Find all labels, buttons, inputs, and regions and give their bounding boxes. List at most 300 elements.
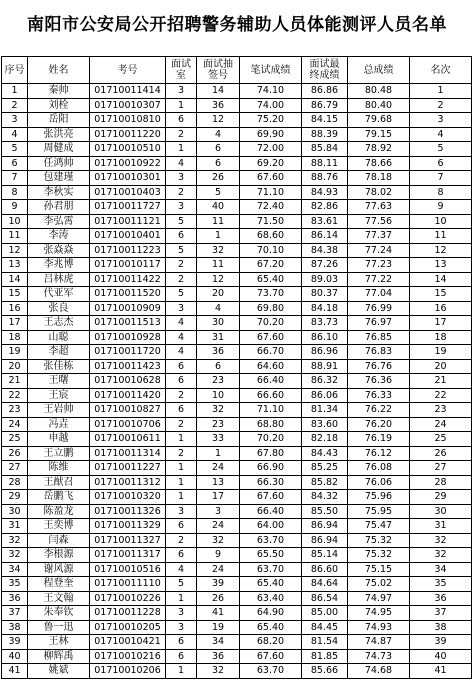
- cell-index: 5: [2, 142, 28, 157]
- cell-name: 周健成: [28, 142, 90, 157]
- cell-interview-room: 1: [166, 461, 197, 476]
- cell-interview-room: 4: [166, 345, 197, 360]
- cell-interview-room: 5: [166, 287, 197, 302]
- cell-total-score: 76.99: [348, 301, 410, 316]
- cell-total-score: 77.24: [348, 243, 410, 258]
- cell-index: 19: [2, 345, 28, 360]
- cell-interview-room: 3: [166, 620, 197, 635]
- cell-rank: 35: [410, 577, 472, 592]
- cell-interview-room: 4: [166, 156, 197, 171]
- cell-interview-room: 2: [166, 533, 197, 548]
- cell-interview-score: 82.86: [302, 200, 348, 215]
- cell-rank: 10: [410, 214, 472, 229]
- cell-rank: 17: [410, 316, 472, 331]
- cell-exam-no: 01710011727: [90, 200, 166, 215]
- cell-interview-score: 88.11: [302, 156, 348, 171]
- cell-index: 29: [2, 490, 28, 505]
- cell-rank: 22: [410, 388, 472, 403]
- cell-draw-no: 32: [197, 664, 240, 679]
- cell-rank: 4: [410, 127, 472, 142]
- cell-interview-room: 1: [166, 142, 197, 157]
- cell-name: 鲁一迅: [28, 620, 90, 635]
- cell-interview-room: 5: [166, 577, 197, 592]
- cell-index: 37: [2, 606, 28, 621]
- cell-interview-score: 84.93: [302, 185, 348, 200]
- cell-rank: 36: [410, 591, 472, 606]
- cell-index: 31: [2, 519, 28, 534]
- cell-interview-score: 87.26: [302, 258, 348, 273]
- cell-interview-score: 83.61: [302, 214, 348, 229]
- cell-total-score: 78.92: [348, 142, 410, 157]
- cell-index: 32: [2, 548, 28, 563]
- cell-draw-no: 12: [197, 113, 240, 128]
- cell-total-score: 74.68: [348, 664, 410, 679]
- cell-total-score: 76.36: [348, 374, 410, 389]
- cell-draw-no: 24: [197, 519, 240, 534]
- cell-total-score: 76.20: [348, 417, 410, 432]
- cell-draw-no: 10: [197, 388, 240, 403]
- cell-rank: 6: [410, 156, 472, 171]
- cell-name: 李兆博: [28, 258, 90, 273]
- cell-written-score: 74.10: [240, 84, 302, 99]
- cell-total-score: 77.23: [348, 258, 410, 273]
- cell-interview-score: 81.54: [302, 635, 348, 650]
- cell-written-score: 66.60: [240, 388, 302, 403]
- cell-index: 40: [2, 649, 28, 664]
- cell-exam-no: 01710011317: [90, 548, 166, 563]
- cell-index: 30: [2, 504, 28, 519]
- cell-index: 34: [2, 562, 28, 577]
- cell-interview-score: 88.39: [302, 127, 348, 142]
- cell-written-score: 64.60: [240, 359, 302, 374]
- cell-draw-no: 23: [197, 374, 240, 389]
- cell-name: 吕林虎: [28, 272, 90, 287]
- cell-draw-no: 26: [197, 591, 240, 606]
- cell-written-score: 68.60: [240, 229, 302, 244]
- cell-written-score: 67.80: [240, 446, 302, 461]
- cell-written-score: 68.20: [240, 635, 302, 650]
- table-row: [2, 432, 472, 447]
- cell-rank: 31: [410, 519, 472, 534]
- cell-interview-score: 80.37: [302, 287, 348, 302]
- cell-total-score: 77.22: [348, 272, 410, 287]
- cell-name: 程登奎: [28, 577, 90, 592]
- cell-interview-room: 2: [166, 388, 197, 403]
- table-row: [2, 374, 472, 389]
- cell-index: 14: [2, 272, 28, 287]
- cell-rank: 23: [410, 403, 472, 418]
- cell-exam-no: 01710010810: [90, 113, 166, 128]
- cell-name: 冯垚: [28, 417, 90, 432]
- cell-name: 秦帅: [28, 84, 90, 99]
- table-row: [2, 345, 472, 360]
- cell-name: 王猷召: [28, 475, 90, 490]
- table-row: [2, 475, 472, 490]
- table-row: [2, 171, 472, 186]
- cell-interview-score: 86.06: [302, 388, 348, 403]
- table-row: [2, 635, 472, 650]
- cell-draw-no: 40: [197, 200, 240, 215]
- col-header-interview-score: 面试最 终成绩: [302, 57, 348, 84]
- cell-index: 8: [2, 185, 28, 200]
- cell-total-score: 75.47: [348, 519, 410, 534]
- cell-index: 9: [2, 200, 28, 215]
- cell-total-score: 75.32: [348, 548, 410, 563]
- table-row: [2, 359, 472, 374]
- cell-rank: 34: [410, 562, 472, 577]
- cell-rank: 2: [410, 98, 472, 113]
- table-row: [2, 272, 472, 287]
- cell-exam-no: 01710010205: [90, 620, 166, 635]
- cell-exam-no: 01710011420: [90, 388, 166, 403]
- cell-draw-no: 19: [197, 620, 240, 635]
- cell-draw-no: 20: [197, 287, 240, 302]
- cell-written-score: 69.20: [240, 156, 302, 171]
- cell-interview-score: 81.85: [302, 649, 348, 664]
- cell-total-score: 74.97: [348, 591, 410, 606]
- cell-written-score: 66.40: [240, 504, 302, 519]
- cell-exam-no: 01710011228: [90, 606, 166, 621]
- cell-draw-no: 1: [197, 446, 240, 461]
- cell-rank: 13: [410, 258, 472, 273]
- table-row: [2, 562, 472, 577]
- cell-interview-score: 85.25: [302, 461, 348, 476]
- cell-name: 张洪亮: [28, 127, 90, 142]
- cell-name: 包建瑾: [28, 171, 90, 186]
- table-row: [2, 606, 472, 621]
- cell-interview-score: 83.60: [302, 417, 348, 432]
- cell-exam-no: 01710010320: [90, 490, 166, 505]
- header-row: [2, 57, 472, 84]
- cell-name: 岳鹏飞: [28, 490, 90, 505]
- cell-index: 20: [2, 359, 28, 374]
- cell-interview-room: 3: [166, 606, 197, 621]
- cell-interview-score: 82.18: [302, 432, 348, 447]
- cell-name: 山聪: [28, 330, 90, 345]
- cell-draw-no: 11: [197, 214, 240, 229]
- cell-written-score: 64.90: [240, 606, 302, 621]
- cell-exam-no: 01710010117: [90, 258, 166, 273]
- table-row: [2, 548, 472, 563]
- cell-index: 24: [2, 417, 28, 432]
- cell-rank: 3: [410, 113, 472, 128]
- cell-total-score: 79.15: [348, 127, 410, 142]
- table-row: [2, 156, 472, 171]
- cell-rank: 29: [410, 490, 472, 505]
- cell-draw-no: 4: [197, 127, 240, 142]
- cell-index: 1: [2, 84, 28, 99]
- cell-draw-no: 5: [197, 185, 240, 200]
- cell-total-score: 76.85: [348, 330, 410, 345]
- cell-written-score: 65.50: [240, 548, 302, 563]
- cell-total-score: 74.93: [348, 620, 410, 635]
- col-header-index: 序号: [2, 57, 28, 84]
- cell-index: 22: [2, 388, 28, 403]
- cell-draw-no: 41: [197, 606, 240, 621]
- col-header-rank: 名次: [410, 57, 472, 84]
- table-row: [2, 229, 472, 244]
- table-row: [2, 446, 472, 461]
- cell-name: 王志杰: [28, 316, 90, 331]
- cell-written-score: 67.60: [240, 171, 302, 186]
- cell-total-score: 74.73: [348, 649, 410, 664]
- cell-exam-no: 01710010307: [90, 98, 166, 113]
- cell-exam-no: 01710011513: [90, 316, 166, 331]
- cell-interview-room: 1: [166, 475, 197, 490]
- cell-name: 王宸: [28, 388, 90, 403]
- cell-written-score: 71.10: [240, 185, 302, 200]
- cell-index: 18: [2, 330, 28, 345]
- cell-interview-score: 81.34: [302, 403, 348, 418]
- cell-name: 刘栓: [28, 98, 90, 113]
- cell-index: 36: [2, 591, 28, 606]
- cell-name: 谢风源: [28, 562, 90, 577]
- cell-interview-score: 86.94: [302, 519, 348, 534]
- cell-total-score: 78.66: [348, 156, 410, 171]
- cell-name: 姚斌: [28, 664, 90, 679]
- cell-interview-room: 1: [166, 432, 197, 447]
- cell-draw-no: 12: [197, 272, 240, 287]
- cell-interview-room: 2: [166, 127, 197, 142]
- cell-draw-no: 23: [197, 417, 240, 432]
- cell-draw-no: 36: [197, 649, 240, 664]
- cell-index: 28: [2, 475, 28, 490]
- cell-written-score: 72.00: [240, 142, 302, 157]
- cell-name: 张佳栋: [28, 359, 90, 374]
- cell-interview-room: 3: [166, 504, 197, 519]
- cell-index: 2: [2, 98, 28, 113]
- cell-interview-room: 1: [166, 490, 197, 505]
- cell-exam-no: 01710010401: [90, 229, 166, 244]
- cell-total-score: 76.08: [348, 461, 410, 476]
- table-row: [2, 403, 472, 418]
- cell-interview-room: 6: [166, 649, 197, 664]
- cell-index: 11: [2, 229, 28, 244]
- cell-rank: 27: [410, 461, 472, 476]
- cell-exam-no: 01710010510: [90, 142, 166, 157]
- cell-written-score: 68.80: [240, 417, 302, 432]
- cell-draw-no: 24: [197, 562, 240, 577]
- cell-total-score: 74.95: [348, 606, 410, 621]
- cell-name: 闫森: [28, 533, 90, 548]
- cell-exam-no: 01710010928: [90, 330, 166, 345]
- cell-name: 李秋实: [28, 185, 90, 200]
- cell-interview-room: 6: [166, 548, 197, 563]
- cell-exam-no: 01710011720: [90, 345, 166, 360]
- cell-interview-room: 6: [166, 403, 197, 418]
- cell-index: 4: [2, 127, 28, 142]
- cell-interview-room: 4: [166, 316, 197, 331]
- cell-interview-room: 6: [166, 374, 197, 389]
- cell-interview-score: 86.96: [302, 345, 348, 360]
- table-row: [2, 504, 472, 519]
- cell-exam-no: 01710010206: [90, 664, 166, 679]
- cell-interview-room: 6: [166, 519, 197, 534]
- cell-draw-no: 14: [197, 84, 240, 99]
- cell-exam-no: 01710011414: [90, 84, 166, 99]
- cell-interview-room: 3: [166, 301, 197, 316]
- cell-exam-no: 01710011227: [90, 461, 166, 476]
- table-row: [2, 620, 472, 635]
- cell-name: 任鸿帅: [28, 156, 90, 171]
- cell-name: 王立鹏: [28, 446, 90, 461]
- cell-interview-score: 85.50: [302, 504, 348, 519]
- cell-draw-no: 13: [197, 475, 240, 490]
- table-body: [2, 84, 472, 679]
- cell-interview-room: 3: [166, 200, 197, 215]
- cell-rank: 37: [410, 606, 472, 621]
- table-row: [2, 591, 472, 606]
- cell-draw-no: 34: [197, 635, 240, 650]
- table-row: [2, 113, 472, 128]
- cell-total-score: 76.33: [348, 388, 410, 403]
- cell-draw-no: 32: [197, 243, 240, 258]
- cell-name: 王曙: [28, 374, 90, 389]
- cell-interview-room: 6: [166, 359, 197, 374]
- cell-index: 15: [2, 287, 28, 302]
- cell-exam-no: 01710011326: [90, 504, 166, 519]
- table-row: [2, 461, 472, 476]
- table-row: [2, 243, 472, 258]
- cell-draw-no: 24: [197, 461, 240, 476]
- cell-rank: 20: [410, 359, 472, 374]
- cell-index: 17: [2, 316, 28, 331]
- table-row: [2, 301, 472, 316]
- cell-interview-score: 88.91: [302, 359, 348, 374]
- cell-written-score: 73.70: [240, 287, 302, 302]
- cell-total-score: 80.48: [348, 84, 410, 99]
- cell-written-score: 70.10: [240, 243, 302, 258]
- cell-written-score: 63.70: [240, 562, 302, 577]
- cell-total-score: 76.83: [348, 345, 410, 360]
- cell-index: 38: [2, 620, 28, 635]
- cell-name: 李弘霄: [28, 214, 90, 229]
- page-title: 南阳市公安局公开招聘警务辅助人员体能测评人员名单: [27, 15, 447, 35]
- cell-rank: 39: [410, 635, 472, 650]
- table-row: [2, 649, 472, 664]
- table-row: [2, 287, 472, 302]
- cell-written-score: 66.40: [240, 374, 302, 389]
- cell-interview-room: 5: [166, 214, 197, 229]
- cell-exam-no: 01710010421: [90, 635, 166, 650]
- cell-interview-room: 3: [166, 171, 197, 186]
- cell-interview-score: 86.54: [302, 591, 348, 606]
- table-row: [2, 490, 472, 505]
- cell-total-score: 78.18: [348, 171, 410, 186]
- table-row: [2, 388, 472, 403]
- cell-written-score: 75.20: [240, 113, 302, 128]
- cell-draw-no: 39: [197, 577, 240, 592]
- cell-interview-score: 85.00: [302, 606, 348, 621]
- cell-written-score: 71.10: [240, 403, 302, 418]
- table-row: [2, 127, 472, 142]
- col-header-interview-room: 面试 室: [166, 57, 197, 84]
- cell-rank: 38: [410, 620, 472, 635]
- cell-rank: 19: [410, 345, 472, 360]
- cell-exam-no: 01710010706: [90, 417, 166, 432]
- cell-name: 李超: [28, 345, 90, 360]
- cell-draw-no: 6: [197, 142, 240, 157]
- cell-rank: 24: [410, 417, 472, 432]
- cell-total-score: 75.32: [348, 533, 410, 548]
- cell-exam-no: 01710010922: [90, 156, 166, 171]
- cell-rank: 30: [410, 504, 472, 519]
- cell-name: 张良: [28, 301, 90, 316]
- cell-interview-score: 86.32: [302, 374, 348, 389]
- cell-interview-score: 84.38: [302, 243, 348, 258]
- col-header-draw-no: 面试抽 签号: [197, 57, 240, 84]
- cell-interview-room: 1: [166, 664, 197, 679]
- cell-name: 陈盈龙: [28, 504, 90, 519]
- cell-name: 申越: [28, 432, 90, 447]
- cell-index: 41: [2, 664, 28, 679]
- cell-written-score: 67.60: [240, 490, 302, 505]
- cell-name: 朱奉钦: [28, 606, 90, 621]
- cell-interview-score: 86.10: [302, 330, 348, 345]
- cell-rank: 12: [410, 243, 472, 258]
- cell-rank: 14: [410, 272, 472, 287]
- cell-index: 16: [2, 301, 28, 316]
- cell-draw-no: 4: [197, 301, 240, 316]
- cell-written-score: 70.20: [240, 316, 302, 331]
- cell-total-score: 75.96: [348, 490, 410, 505]
- cell-index: 32: [2, 533, 28, 548]
- cell-exam-no: 01710011110: [90, 577, 166, 592]
- cell-exam-no: 01710010628: [90, 374, 166, 389]
- cell-exam-no: 01710011121: [90, 214, 166, 229]
- cell-rank: 16: [410, 301, 472, 316]
- cell-written-score: 63.70: [240, 664, 302, 679]
- cell-index: 7: [2, 171, 28, 186]
- col-header-total-score: 总成绩: [348, 57, 410, 84]
- cell-index: 27: [2, 461, 28, 476]
- cell-rank: 25: [410, 432, 472, 447]
- cell-interview-score: 85.84: [302, 142, 348, 157]
- cell-interview-room: 5: [166, 243, 197, 258]
- cell-written-score: 74.00: [240, 98, 302, 113]
- cell-written-score: 65.40: [240, 577, 302, 592]
- cell-index: 39: [2, 635, 28, 650]
- cell-index: 23: [2, 403, 28, 418]
- cell-interview-score: 84.45: [302, 620, 348, 635]
- cell-name: 孙君朋: [28, 200, 90, 215]
- cell-exam-no: 01710010403: [90, 185, 166, 200]
- cell-index: 3: [2, 113, 28, 128]
- cell-interview-room: 4: [166, 330, 197, 345]
- cell-exam-no: 01710010611: [90, 432, 166, 447]
- cell-rank: 28: [410, 475, 472, 490]
- cell-interview-room: 4: [166, 562, 197, 577]
- table-row: [2, 577, 472, 592]
- cell-interview-score: 86.86: [302, 84, 348, 99]
- cell-rank: 18: [410, 330, 472, 345]
- cell-interview-room: 6: [166, 113, 197, 128]
- cell-written-score: 63.70: [240, 533, 302, 548]
- cell-interview-score: 86.60: [302, 562, 348, 577]
- cell-total-score: 79.68: [348, 113, 410, 128]
- cell-draw-no: 6: [197, 156, 240, 171]
- cell-rank: 11: [410, 229, 472, 244]
- cell-total-score: 75.95: [348, 504, 410, 519]
- cell-name: 陈维: [28, 461, 90, 476]
- table-row: [2, 519, 472, 534]
- cell-interview-room: 1: [166, 591, 197, 606]
- table-row: [2, 214, 472, 229]
- cell-interview-room: 2: [166, 272, 197, 287]
- cell-rank: 7: [410, 171, 472, 186]
- cell-exam-no: 01710011314: [90, 446, 166, 461]
- cell-exam-no: 01710010226: [90, 591, 166, 606]
